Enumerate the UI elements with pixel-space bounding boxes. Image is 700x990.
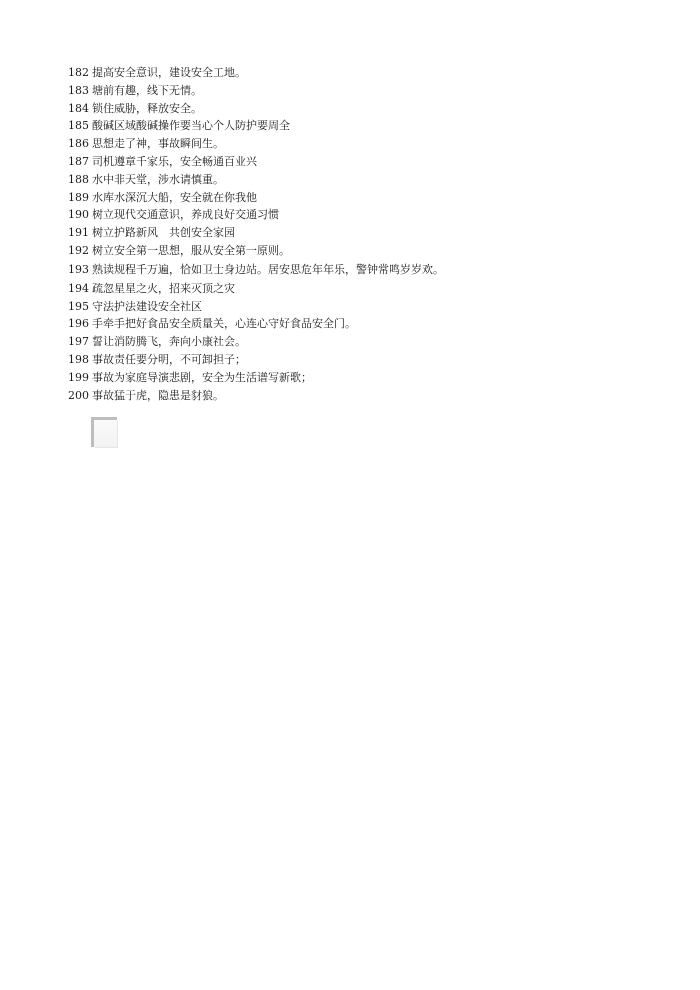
item-number: 199 [68,370,89,384]
list-item [68,298,488,316]
list-item [68,315,488,333]
item-number: 186 [68,137,89,151]
item-number: 191 [68,226,89,240]
item-number: 188 [68,172,89,186]
item-text: 酸碱区域酸碱操作要当心个人防护要周全 [92,119,290,133]
item-text: 守法护法建设安全社区 [92,299,202,313]
list-item [68,333,488,351]
item-number: 197 [68,335,89,349]
item-text: 水库水深沉大船，安全就在你我他 [92,190,257,204]
list-item [68,189,488,207]
list-item [68,82,488,100]
list-item [68,351,488,369]
item-text: 事故责任要分明，不可卸担子； [92,352,246,366]
text-cursor-placeholder[interactable] [91,417,117,447]
list-item [68,171,488,189]
item-number: 182 [68,66,89,79]
list-item [68,135,488,153]
list-item [68,387,488,405]
item-number: 194 [68,281,89,295]
list-item [68,280,488,298]
list-item [68,206,488,224]
list-item [68,369,488,387]
item-number: 189 [68,190,89,204]
item-text: 树立现代交通意识，养成良好交通习惯 [92,208,279,222]
item-text: 思想走了神，事故瞬间生。 [92,137,224,151]
item-number: 193 [68,262,89,276]
item-number: 196 [68,317,89,331]
item-number: 190 [68,208,89,222]
item-number: 184 [68,101,89,115]
item-number: 198 [68,352,89,366]
item-number: 195 [68,299,89,313]
item-text: 锁住威胁，释放安全。 [92,101,202,115]
item-text: 塘前有趣，线下无情。 [92,83,202,97]
item-number: 187 [68,154,89,168]
item-text: 司机遵章千家乐，安全畅通百业兴 [92,154,257,168]
list-item [68,153,488,171]
list-item [68,64,488,82]
item-number: 200 [68,388,89,402]
item-text: 疏忽星星之火，招来灭顶之灾 [92,281,235,295]
item-text: 水中非天堂，涉水请慎重。 [92,172,224,186]
item-text: 事故猛于虎，隐患是豺狼。 [92,388,224,402]
item-text: 熟读规程千万遍，恰如卫士身边站。居安思危年年乐，警钟常鸣岁岁欢。 [92,262,444,276]
item-text: 树立安全第一思想，服从安全第一原则。 [92,243,290,257]
item-number: 185 [68,119,89,133]
list-item [68,242,488,260]
list-item [68,224,488,242]
list-item [68,100,488,118]
item-text: 树立护路新风 共创安全家园 [92,226,235,240]
slogan-list [68,64,488,404]
item-number: 183 [68,83,89,97]
list-item [68,117,488,135]
item-number: 192 [68,243,89,257]
item-text: 提高安全意识，建设安全工地。 [92,66,246,79]
list-item [68,260,488,280]
item-text: 誓让消防腾飞，奔向小康社会。 [92,335,246,349]
item-text: 手牵手把好食品安全质量关，心连心守好食品安全门。 [92,317,356,331]
item-text: 事故为家庭导演悲剧，安全为生活谱写新歌； [92,370,312,384]
